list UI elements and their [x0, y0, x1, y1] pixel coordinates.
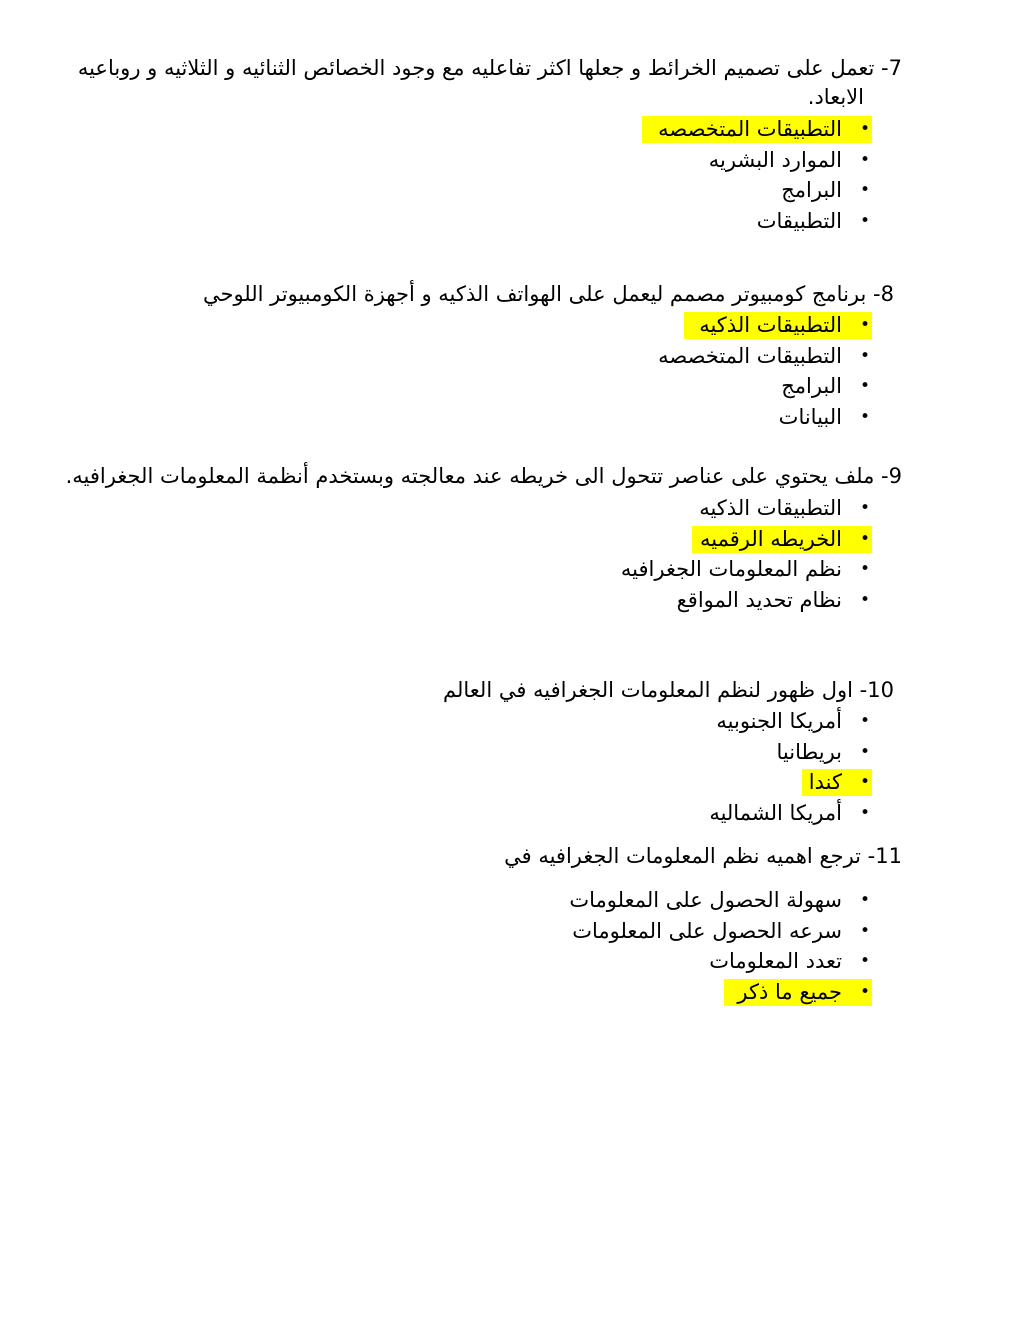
bullet-icon: • [859, 315, 870, 335]
bullet-icon: • [859, 210, 870, 231]
option [56, 798, 902, 829]
options-list [56, 885, 902, 1007]
option-label: البيانات [778, 404, 842, 429]
bullet-icon: • [859, 149, 870, 170]
bullet-icon: • [859, 528, 870, 549]
option-label: جميع ما ذكر [737, 979, 842, 1004]
option-label: نظم المعلومات الجغرافيه [620, 557, 842, 581]
option [56, 310, 902, 341]
option-label: التطبيقات المتخصصه [658, 343, 842, 368]
options-list [56, 706, 902, 828]
bullet-icon: • [859, 741, 870, 762]
option [56, 493, 902, 524]
bullet-icon: • [859, 345, 870, 366]
bullet-icon: • [859, 890, 870, 910]
question-7 [56, 54, 902, 236]
option-label: التطبيقات المتخصصه [658, 117, 842, 141]
option-label: بريطانيا [776, 739, 842, 764]
option [56, 554, 902, 585]
option-label: سهولة الحصول على المعلومات [569, 888, 842, 912]
option-label: البرامج [781, 178, 842, 202]
option-label: أمريكا الشماليه [709, 800, 842, 825]
option-label: التطبيقات الذكيه [699, 313, 842, 337]
option-label: التطبيقات [756, 208, 842, 233]
bullet-icon: • [859, 119, 870, 139]
option [56, 977, 902, 1008]
option [56, 524, 902, 555]
question-9 [56, 462, 902, 615]
option-label: الخريطه الرقميه [700, 526, 842, 551]
options-list [56, 493, 902, 615]
question-text: 11- ترجع اهميه نظم المعلومات الجغرافيه في [504, 844, 902, 868]
bullet-icon: • [859, 772, 870, 792]
bullet-icon: • [859, 802, 870, 823]
bullet-icon: • [859, 180, 870, 200]
bullet-icon: • [859, 711, 870, 731]
option [56, 767, 902, 798]
option-label: سرعه الحصول على المعلومات [572, 918, 842, 943]
option-label: التطبيقات الذكيه [699, 496, 842, 520]
option-label: الموارد البشريه [708, 147, 842, 172]
bullet-icon: • [859, 559, 870, 579]
question-text: 8- برنامج كومبيوتر مصمم ليعمل على الهواتف الذكيه و أجهزة الكومبيوتر اللوحي [202, 282, 894, 306]
option [56, 145, 902, 176]
bullet-icon: • [859, 376, 870, 396]
option [56, 341, 902, 372]
bullet-icon: • [859, 981, 870, 1002]
question-text: 10- اول ظهور لنظم المعلومات الجغرافيه في العالم [443, 678, 894, 702]
option [56, 946, 902, 977]
option [56, 371, 902, 402]
option [56, 885, 902, 916]
option-label: نظام تحديد المواقع [676, 587, 842, 612]
question-10 [56, 676, 902, 828]
question-text: 9- ملف يحتوي على عناصر تتحول الى خريطه عند معالجته وبستخدم أنظمة المعلومات الجغرافيه. [65, 464, 902, 488]
options-list [56, 114, 902, 236]
option [56, 175, 902, 206]
question-text: 7- تعمل على تصميم الخرائط و جعلها اكثر تفاعليه مع وجود الخصائص الثنائيه و الثلاثيه و روباعيه الابعاد. [77, 56, 902, 109]
bullet-icon: • [859, 498, 870, 518]
option [56, 706, 902, 737]
option [56, 737, 902, 768]
option [56, 585, 902, 616]
option [56, 402, 902, 433]
option [56, 114, 902, 145]
option [56, 916, 902, 947]
question-8 [56, 280, 902, 432]
option [56, 206, 902, 237]
bullet-icon: • [859, 406, 870, 427]
bullet-icon: • [859, 589, 870, 610]
bullet-icon: • [859, 951, 870, 971]
options-list [56, 310, 902, 432]
option-label: تعدد المعلومات [709, 949, 842, 973]
option-label: أمريكا الجنوبيه [716, 709, 842, 733]
option-label: كندا [808, 770, 842, 794]
option-label: البرامج [781, 374, 842, 398]
question-11 [56, 842, 902, 1007]
bullet-icon: • [859, 920, 870, 941]
